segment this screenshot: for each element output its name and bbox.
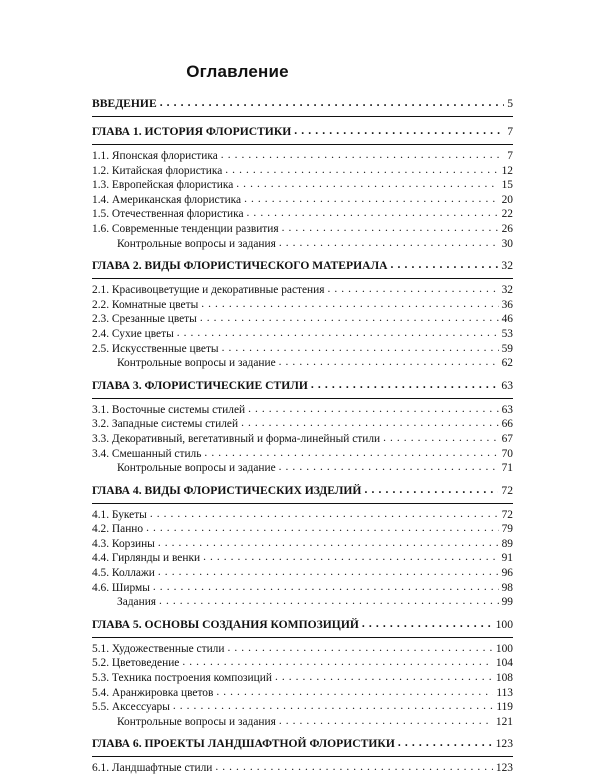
toc-entry-label: 1.6. Современные тенденции развития	[92, 222, 279, 235]
toc-page-number: 104	[495, 657, 513, 670]
dot-leader	[383, 431, 498, 446]
dot-leader	[279, 236, 499, 251]
toc-page-number: 53	[501, 327, 513, 340]
toc-chapter-row	[92, 378, 513, 394]
dot-leader	[222, 341, 499, 356]
dot-leader	[327, 282, 498, 297]
toc-entry-label: 4.2. Панно	[92, 523, 144, 536]
toc-page-number: 46	[501, 313, 513, 326]
dot-leader	[146, 521, 499, 536]
toc-entry-label: 5.3. Техника построения композиций	[92, 672, 272, 685]
dot-leader	[150, 507, 499, 522]
dot-leader	[158, 536, 499, 551]
dot-leader	[225, 163, 498, 178]
toc-entry-label: 3.4. Смешанный стиль	[92, 447, 202, 460]
dot-leader	[227, 641, 492, 656]
toc-section-row	[92, 537, 513, 552]
dot-leader	[294, 123, 504, 139]
toc-entry-label: 3.2. Западные системы стилей	[92, 418, 239, 431]
toc-section-row	[92, 566, 513, 581]
chapter-divider	[92, 144, 513, 145]
toc-chapter-row	[92, 617, 513, 633]
toc-section-row	[92, 447, 513, 462]
toc-entry-label: Задания	[117, 596, 157, 609]
toc-section-row	[92, 432, 513, 447]
toc-entry-label: 4.3. Корзины	[92, 537, 155, 550]
chapter-divider	[92, 398, 513, 399]
toc-page-number: 89	[501, 537, 513, 550]
toc-questions-row	[92, 461, 513, 476]
toc-page-number: 32	[501, 284, 513, 297]
toc-page-number: 26	[501, 222, 513, 235]
toc-page-number: 7	[507, 150, 513, 162]
toc-entry-label: 2.4. Сухие цветы	[92, 327, 174, 340]
toc-page-number: 100	[495, 617, 513, 631]
toc-section-row	[92, 178, 513, 193]
toc-entry-label: 4.5. Коллажи	[92, 567, 155, 580]
dot-leader	[236, 177, 498, 192]
toc-page-number: 123	[495, 737, 513, 751]
dot-leader	[158, 565, 499, 580]
toc-entry-label: 1.3. Европейская флористика	[92, 179, 234, 192]
toc-page-number: 72	[501, 508, 513, 521]
toc-entry-label: 1.5. Отечественная флористика	[92, 208, 244, 221]
dot-leader	[177, 326, 499, 341]
toc-section-row	[92, 312, 513, 327]
toc-page-number: 67	[501, 432, 513, 445]
toc-section-row	[92, 671, 513, 686]
toc-section-row	[92, 207, 513, 222]
toc-page-number: 15	[501, 179, 513, 192]
toc-entry-label: 1.1. Японская флористика	[92, 150, 218, 162]
dot-leader	[173, 699, 493, 714]
toc-section-row	[92, 327, 513, 342]
toc-entry-label: Контрольные вопросы и задания	[117, 715, 276, 728]
toc-entry-label: ГЛАВА 5. ОСНОВЫ СОЗДАНИЯ КОМПОЗИЦИЙ	[92, 617, 359, 631]
toc-section-row	[92, 283, 513, 298]
dot-leader	[390, 257, 498, 273]
toc-section-row	[92, 700, 513, 715]
toc-entry-label: ГЛАВА 4. ВИДЫ ФЛОРИСТИЧЕСКИХ ИЗДЕЛИЙ	[92, 483, 362, 497]
toc-questions-row	[92, 595, 513, 610]
toc-page-number: 96	[501, 567, 513, 580]
dot-leader	[275, 670, 493, 685]
toc-section-row	[92, 508, 513, 523]
toc-entry-label: ГЛАВА 1. ИСТОРИЯ ФЛОРИСТИКИ	[92, 125, 292, 138]
toc-section-row	[92, 164, 513, 179]
toc-section-row	[92, 522, 513, 537]
toc-page-number: 99	[501, 596, 513, 609]
toc-entry-label: Контрольные вопросы и задания	[117, 237, 276, 250]
toc-entry-label: 4.1. Букеты	[92, 508, 147, 521]
dot-leader	[362, 616, 493, 632]
toc-entry-label: 3.3. Декоративный, вегетативный и форма-линейный стили	[92, 432, 381, 445]
dot-leader	[153, 580, 499, 595]
toc-page-number: 72	[501, 483, 513, 497]
toc-entry-label: 5.1. Художественные стили	[92, 642, 225, 655]
dot-leader	[248, 402, 499, 417]
toc-section-row	[92, 656, 513, 671]
toc-entry-label: 3.1. Восточные системы стилей	[92, 403, 246, 416]
toc-chapter-row	[92, 483, 513, 499]
toc-section-row	[92, 551, 513, 566]
toc-page-number: 22	[501, 208, 513, 221]
toc-questions-row	[92, 715, 513, 730]
toc-entry-label: ГЛАВА 2. ВИДЫ ФЛОРИСТИЧЕСКОГО МАТЕРИАЛА	[92, 259, 388, 273]
toc-section-row	[92, 403, 513, 418]
toc-section-row	[92, 581, 513, 596]
dot-leader	[279, 460, 499, 475]
toc-page-number: 63	[501, 378, 513, 392]
toc-entry-label: 1.4. Американская флористика	[92, 193, 242, 206]
dot-leader	[216, 685, 493, 700]
toc-page-number: 5	[507, 97, 513, 110]
toc-chapter-row	[92, 736, 513, 752]
toc-entry-label: ВВЕДЕНИЕ	[92, 97, 157, 110]
toc-chapter-row	[92, 96, 513, 112]
toc-section-row	[92, 193, 513, 208]
toc-page-number: 91	[501, 552, 513, 565]
toc-entry-label: 6.1. Ландшафтные стили	[92, 762, 213, 775]
toc-entry-label: ГЛАВА 6. ПРОЕКТЫ ЛАНДШАФТНОЙ ФЛОРИСТИКИ	[92, 737, 395, 751]
toc-questions-row	[92, 356, 513, 371]
toc-page-number: 100	[495, 642, 513, 655]
dot-leader	[159, 594, 499, 609]
page-title: Оглавление	[186, 62, 289, 81]
dot-leader	[311, 377, 498, 393]
toc-entry-label: Контрольные вопросы и задание	[117, 357, 276, 370]
toc-entry-label: 4.4. Гирлянды и венки	[92, 552, 201, 565]
toc-section-row	[92, 417, 513, 432]
toc-page-number: 108	[495, 672, 513, 685]
toc-page-number: 32	[501, 259, 513, 273]
toc-page-number: 7	[507, 125, 513, 138]
dot-leader	[203, 550, 499, 565]
toc-entry-label: ГЛАВА 3. ФЛОРИСТИЧЕСКИЕ СТИЛИ	[92, 378, 308, 392]
toc-page-number: 30	[501, 237, 513, 250]
toc-page-number: 113	[496, 686, 513, 699]
toc-section-row	[92, 222, 513, 237]
toc-page-number: 63	[501, 403, 513, 416]
chapter-divider	[92, 756, 513, 757]
toc-entry-label: 1.2. Китайская флористика	[92, 164, 223, 177]
dot-leader	[204, 446, 498, 461]
toc-entry-label: Контрольные вопросы и задание	[117, 462, 276, 475]
toc-entry-label: 2.2. Комнатные цветы	[92, 298, 199, 311]
dot-leader	[364, 482, 498, 498]
toc-page-number: 119	[496, 701, 513, 714]
toc-page-number: 70	[501, 447, 513, 460]
toc-questions-row	[92, 237, 513, 252]
dot-leader	[398, 735, 493, 751]
toc-page-number: 12	[501, 164, 513, 177]
toc-entry-label: 2.1. Красивоцветущие и декоративные растения	[92, 284, 325, 297]
toc-page-number: 66	[501, 418, 513, 431]
dot-leader	[279, 714, 493, 729]
toc-section-row	[92, 149, 513, 164]
toc-page-number: 59	[501, 342, 513, 355]
dot-leader	[279, 355, 499, 370]
dot-leader	[221, 148, 505, 163]
dot-leader	[241, 416, 499, 431]
dot-leader	[244, 192, 499, 207]
chapter-divider	[92, 503, 513, 504]
toc-entry-label: 5.5. Аксессуары	[92, 701, 170, 714]
chapter-divider	[92, 278, 513, 279]
toc-chapter-row	[92, 124, 513, 140]
toc-page-number: 36	[501, 298, 513, 311]
toc-page-number: 79	[501, 523, 513, 536]
toc-chapter-row	[92, 258, 513, 274]
dot-leader	[247, 206, 499, 221]
toc-page-number: 121	[495, 715, 513, 728]
toc-section-row	[92, 686, 513, 701]
toc-page-number: 98	[501, 581, 513, 594]
toc-entry-label: 2.5. Искусственные цветы	[92, 342, 219, 355]
toc-section-row	[92, 298, 513, 313]
toc-entry-label: 4.6. Ширмы	[92, 581, 150, 594]
table-of-contents	[92, 96, 513, 776]
toc-entry-label: 2.3. Срезанные цветы	[92, 313, 197, 326]
toc-section-row	[92, 761, 513, 776]
dot-leader	[160, 95, 505, 111]
toc-entry-label: 5.4. Аранжировка цветов	[92, 686, 214, 699]
toc-section-row	[92, 342, 513, 357]
toc-section-row	[92, 642, 513, 657]
toc-page-number: 20	[501, 193, 513, 206]
dot-leader	[200, 311, 499, 326]
dot-leader	[282, 221, 499, 236]
chapter-divider	[92, 637, 513, 638]
toc-page-number: 123	[495, 762, 513, 775]
toc-page-number: 62	[501, 357, 513, 370]
toc-page-number: 71	[501, 462, 513, 475]
chapter-divider	[92, 116, 513, 117]
dot-leader	[182, 655, 493, 670]
dot-leader	[215, 760, 493, 775]
dot-leader	[201, 297, 498, 312]
toc-entry-label: 5.2. Цветоведение	[92, 657, 180, 670]
